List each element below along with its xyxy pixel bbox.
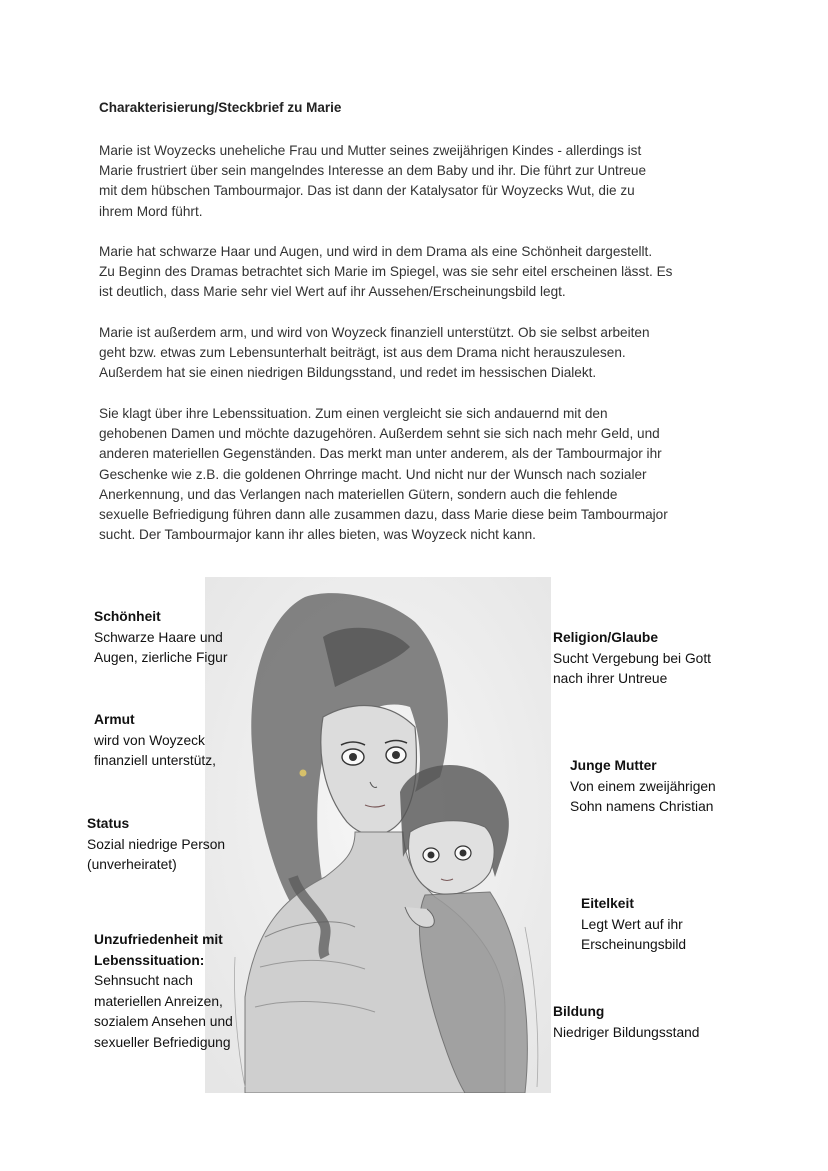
paragraph-line: sexuelle Befriedigung führen dann alle zusammen dazu, dass Marie diese beim Tambourmajor	[99, 507, 668, 523]
paragraph-line: sucht. Der Tambourmajor kann ihr alles bieten, was Woyzeck nicht kann.	[99, 527, 536, 543]
label-junge-mutter	[570, 756, 716, 818]
paragraph-line: Anerkennung, und das Verlangen nach materiellen Gütern, sondern auch die fehlende	[99, 486, 618, 502]
paragraph-line: ihrem Mord führt.	[99, 203, 203, 219]
mother-child-sketch-icon	[205, 577, 551, 1093]
paragraph-line: Marie hat schwarze Haar und Augen, und wird in dem Drama als eine Schönheit dargestellt.	[99, 244, 653, 259]
paragraph-line: Marie ist außerdem arm, und wird von Woyzeck finanziell unterstützt. Ob sie selbst arbeiten	[99, 325, 650, 340]
label-heading: Bildung	[553, 1004, 605, 1019]
label-line: Sozial niedrige Person	[87, 836, 226, 852]
label-heading: Status	[87, 816, 130, 831]
paragraph-line: Sie klagt über ihre Lebenssituation. Zum einen vergleicht sie sich andauernd mit den	[99, 406, 608, 421]
label-line: materiellen Anreizen,	[94, 993, 223, 1009]
label-bildung	[553, 1002, 699, 1043]
label-heading: Junge Mutter	[570, 758, 657, 773]
label-heading: Religion/Glaube	[553, 630, 659, 645]
label-schoenheit	[94, 607, 227, 669]
label-line: sozialem Ansehen und	[94, 1014, 233, 1030]
label-armut	[94, 710, 216, 772]
paragraph-line: gehobenen Damen und möchte dazugehören. Außerdem sehnt sie sich nach mehr Geld, und	[99, 426, 660, 442]
label-line: nach ihrer Untreue	[553, 671, 668, 687]
label-heading: Schönheit	[94, 609, 161, 624]
paragraph-poverty	[99, 323, 739, 384]
label-line: Sucht Vergebung bei Gott	[553, 650, 712, 666]
label-status	[87, 814, 225, 876]
label-unzufriedenheit	[94, 930, 233, 1054]
label-line: finanziell unterstütz,	[94, 753, 216, 769]
paragraph-line: Zu Beginn des Dramas betrachtet sich Marie im Spiegel, was sie sehr eitel erscheinen lässt. Es	[99, 264, 673, 280]
label-line: sexueller Befriedigung	[94, 1034, 231, 1050]
label-line: Sehnsucht nach	[94, 973, 193, 989]
label-line: Von einem zweijährigen	[570, 778, 716, 794]
label-line: Niedriger Bildungsstand	[553, 1024, 700, 1040]
paragraph-line: Geschenke wie z.B. die goldenen Ohrringe macht. Und nicht nur der Wunsch nach sozialer	[99, 466, 647, 482]
paragraph-line: geht bzw. etwas zum Lebensunterhalt beiträgt, ist aus dem Drama nicht herauszulesen.	[99, 345, 626, 361]
paragraph-line: Marie frustriert über sein mangelndes Interesse an dem Baby und ihr. Die führt zur Untreue	[99, 163, 647, 179]
label-line: Sohn namens Christian	[570, 799, 714, 815]
label-line: wird von Woyzeck	[94, 732, 205, 748]
paragraph-appearance	[99, 242, 739, 303]
paragraph-intro	[99, 141, 739, 222]
label-religion	[553, 628, 711, 690]
paragraph-line: mit dem hübschen Tambourmajor. Das ist dann der Katalysator für Woyzecks Wut, die zu	[99, 183, 635, 199]
label-line: Schwarze Haare und	[94, 629, 223, 645]
label-line: Legt Wert auf ihr	[581, 916, 683, 932]
label-line: Erscheinungsbild	[581, 937, 687, 953]
paragraph-life-situation	[99, 404, 739, 545]
paragraph-line: ist deutlich, dass Marie sehr viel Wert auf ihr Aussehen/Erscheinungsbild legt.	[99, 284, 566, 300]
label-heading: Eitelkeit	[581, 896, 634, 911]
paragraph-line: Marie ist Woyzecks uneheliche Frau und Mutter seines zweijährigen Kindes - allerdings ist	[99, 143, 642, 158]
label-heading: Armut	[94, 712, 135, 727]
label-heading: Unzufriedenheit mit	[94, 932, 223, 947]
paragraph-line: anderen materiellen Gegenständen. Das merkt man unter anderem, als der Tambourmajor ihr	[99, 446, 662, 462]
label-heading: Lebenssituation:	[94, 952, 205, 968]
document-title: Charakterisierung/Steckbrief zu Marie	[99, 100, 342, 115]
label-line: Augen, zierliche Figur	[94, 650, 228, 666]
paragraph-line: Außerdem hat sie einen niedrigen Bildungsstand, und redet im hessischen Dialekt.	[99, 365, 597, 381]
label-eitelkeit	[581, 894, 686, 956]
label-line: (unverheiratet)	[87, 857, 177, 873]
